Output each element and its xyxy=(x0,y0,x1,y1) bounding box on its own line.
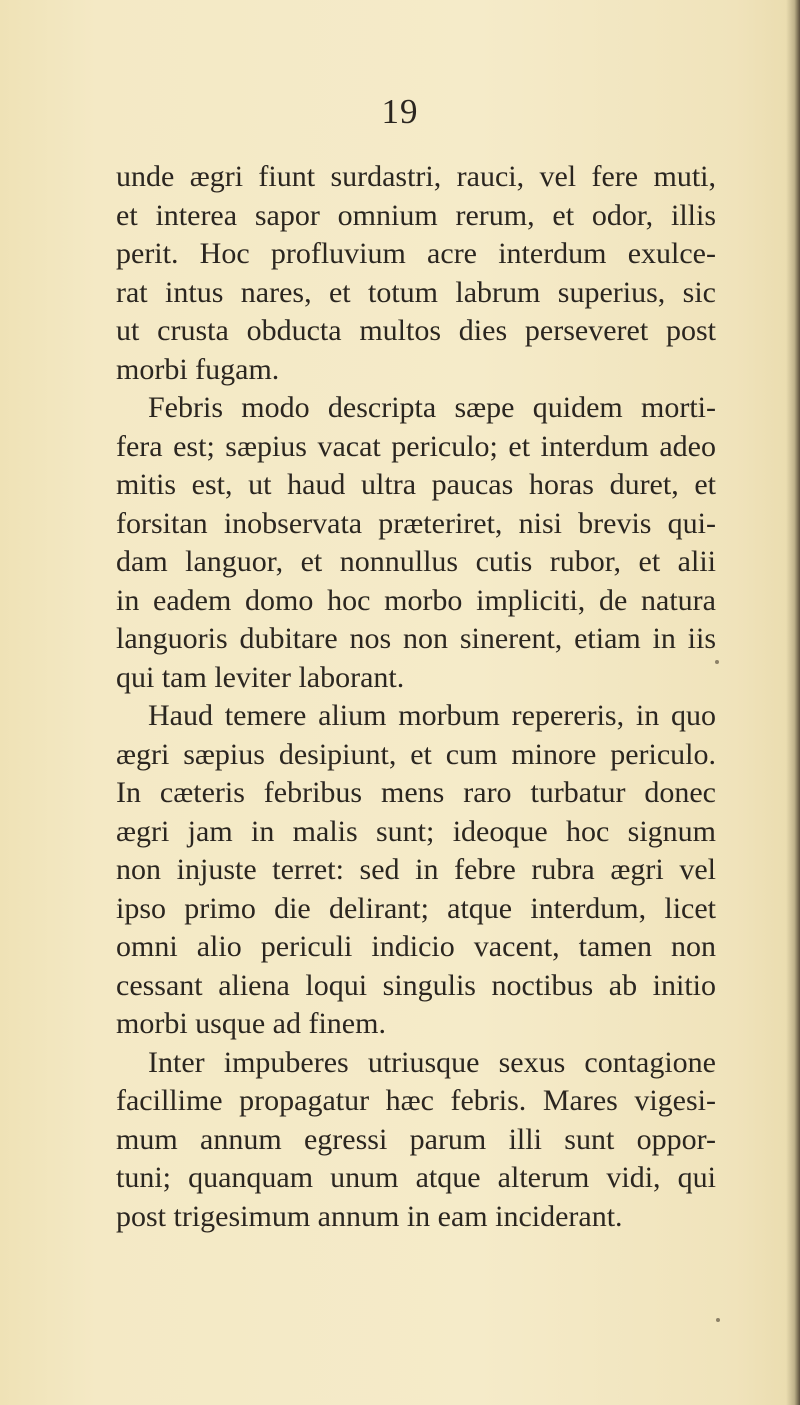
page-number: 19 xyxy=(381,92,419,131)
text-line: mum annum egressi parum illi sunt oppor- xyxy=(116,1122,716,1156)
text-line: facillime propagatur hæc febris. Mares vigesi- xyxy=(116,1084,716,1117)
body-text xyxy=(116,158,716,1236)
text-line: in eadem domo hoc morbo impliciti, de natura xyxy=(116,583,716,617)
text-line: non injuste terret: sed in febre rubra ægri vel xyxy=(116,853,716,886)
text-line: et interea sapor omnium rerum, et odor, illis xyxy=(116,198,716,232)
text-line: unde ægri fiunt surdastri, rauci, vel fere muti, xyxy=(116,160,716,193)
text-line: forsitan inobservata præteriret, nisi brevis qui- xyxy=(116,506,716,540)
text-line: mitis est, ut haud ultra paucas horas duret, et xyxy=(116,468,716,501)
text-line: omni alio periculi indicio vacent, tamen non xyxy=(116,930,716,963)
text-line: ut crusta obducta multos dies perseveret post xyxy=(116,314,716,347)
text-line: ægri jam in malis sunt; ideoque hoc signum xyxy=(116,814,716,848)
text-line: ægri sæpius desipiunt, et cum minore periculo. xyxy=(116,737,716,771)
text-line: cessant aliena loqui singulis noctibus ab initio xyxy=(116,968,716,1002)
text-line: dam languor, et nonnullus cutis rubor, et alii xyxy=(116,545,716,578)
ink-speck xyxy=(716,1318,720,1322)
text-line: Febris modo descripta sæpe quidem morti- xyxy=(148,391,716,424)
text-line: Haud temere alium morbum repereris, in quo xyxy=(148,699,716,732)
text-line: languoris dubitare nos non sinerent, etiam in iis xyxy=(116,622,716,655)
text-line: rat intus nares, et totum labrum superius, sic xyxy=(116,275,716,309)
ink-speck xyxy=(715,660,719,664)
text-line: post trigesimum annum in eam inciderant. xyxy=(116,1199,623,1233)
text-line: Inter impuberes utriusque sexus contagione xyxy=(148,1045,716,1079)
text-line: qui tam leviter laborant. xyxy=(116,660,405,694)
text-line: In cæteris febribus mens raro turbatur donec xyxy=(116,776,716,809)
text-line: morbi usque ad finem. xyxy=(116,1007,386,1040)
text-line: ipso primo die delirant; atque interdum, licet xyxy=(116,891,716,925)
page-edge-shadow xyxy=(786,0,800,1405)
text-line: morbi fugam. xyxy=(116,352,280,386)
text-line: fera est; sæpius vacat periculo; et interdum adeo xyxy=(116,429,716,463)
text-line: perit. Hoc profluvium acre interdum exulce- xyxy=(116,237,716,270)
text-line: tuni; quanquam unum atque alterum vidi, qui xyxy=(116,1161,716,1194)
